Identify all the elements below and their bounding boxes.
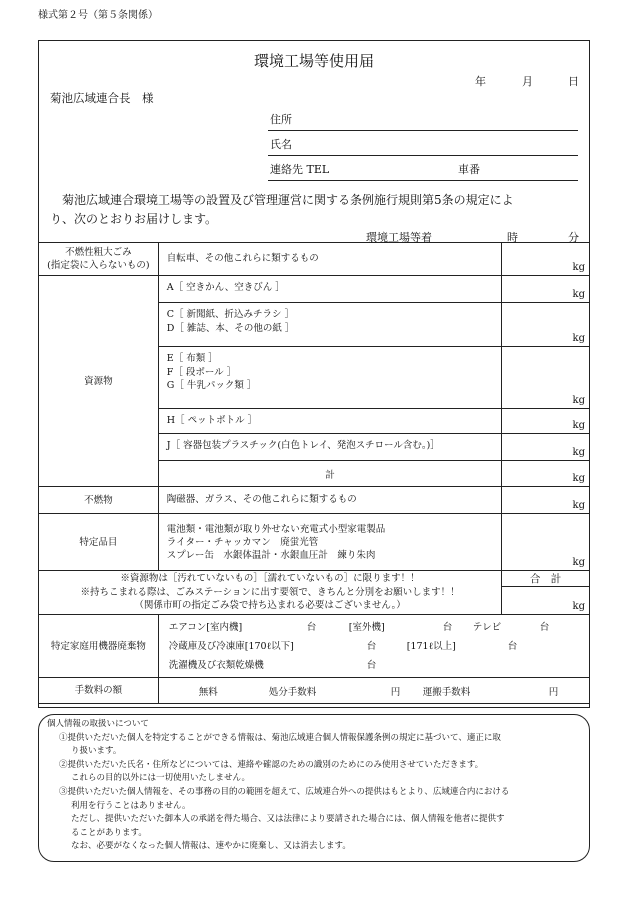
name-label: 氏名 bbox=[270, 138, 292, 151]
arrival-minute: 分 bbox=[568, 231, 579, 244]
table-row bbox=[39, 571, 590, 587]
weight-cell[interactable]: kg bbox=[502, 303, 590, 347]
date-month: 月 bbox=[522, 75, 533, 88]
address-label: 住所 bbox=[270, 113, 292, 126]
waste-table bbox=[38, 242, 590, 704]
tel-label: 連絡先 TEL bbox=[270, 163, 330, 176]
form-title: 環境工場等使用届 bbox=[253, 52, 374, 70]
car-number-label: 車番 bbox=[458, 163, 480, 176]
fee-label: 手数料の額 bbox=[39, 678, 159, 704]
intro-line-2: り、次のとおりお届けします。 bbox=[50, 212, 218, 226]
nonburnable-item: 陶磁器、ガラス、その他これらに類するもの bbox=[158, 487, 501, 514]
weight-cell[interactable]: kg bbox=[502, 434, 590, 461]
intro-line-1: 菊池広域連合環境工場等の設置及び管理運営に関する条例施行規則第5条の規定によ bbox=[62, 193, 514, 207]
special-items: 電池類・電池類が取り外せない充電式小型家電製品 ライター・チャッカマン 廃蛍光管 スプレー缶 水銀体温計・水銀血圧計 練り朱肉 bbox=[158, 514, 501, 571]
resource-subtotal-label: 計 bbox=[158, 461, 501, 487]
weight-cell[interactable]: kg bbox=[502, 514, 590, 571]
fee-items: 無料 処分手数料 円 運搬手数料 円 bbox=[158, 678, 589, 704]
total-weight-cell[interactable]: kg bbox=[502, 587, 590, 615]
table-row bbox=[39, 615, 590, 678]
contact-field[interactable] bbox=[268, 160, 578, 181]
notes: ※資源物は［汚れていないもの］［濡れていないもの］に限ります！！ ※持ちこまれる際は、ごみステーションに出す要領で、きちんと分別をお願いします！！ （関係市町の指定ごみ袋で持ち込まれる必要はございません。） bbox=[39, 571, 502, 615]
date-day: 日 bbox=[568, 75, 579, 88]
date-year: 年 bbox=[475, 75, 486, 88]
resource-cd: C［ 新聞紙、折込みチラシ ］ D［ 雑誌、本、その他の紙 ］ bbox=[158, 303, 501, 347]
arrival-label: 環境工場等着 bbox=[366, 231, 432, 244]
resource-efg: E［ 布類 ］ F［ 段ボール ］ G［ 牛乳パック類 ］ bbox=[158, 347, 501, 409]
weight-cell[interactable]: kg bbox=[502, 347, 590, 409]
arrival-hour: 時 bbox=[507, 231, 518, 244]
address-field[interactable] bbox=[268, 110, 578, 131]
total-label: 合 計 bbox=[502, 571, 590, 587]
appliance-label: 特定家庭用機器廃棄物 bbox=[39, 615, 159, 678]
weight-cell[interactable]: kg bbox=[502, 276, 590, 303]
special-items-label: 特定品目 bbox=[39, 514, 159, 571]
addressee: 菊池広域連合長 様 bbox=[50, 91, 154, 105]
weight-cell[interactable]: kg bbox=[502, 487, 590, 514]
resource-a: A［ 空きかん、空きびん ］ bbox=[158, 276, 501, 303]
resource-j: J［ 容器包装プラスチック(白色トレイ、発泡スチロール含む。)］ bbox=[158, 434, 501, 461]
intro-text bbox=[50, 191, 580, 229]
table-row bbox=[39, 514, 590, 571]
table-row bbox=[39, 678, 590, 704]
weight-cell[interactable]: kg bbox=[502, 243, 590, 276]
nonburnable-label: 不燃物 bbox=[39, 487, 159, 514]
form-number: 様式第２号（第５条関係） bbox=[38, 10, 158, 21]
table-row bbox=[39, 487, 590, 514]
name-field[interactable] bbox=[268, 135, 578, 156]
resource-h: H［ ペットボトル ］ bbox=[158, 409, 501, 434]
privacy-notice: 個人情報の取扱いについて ①提供いただいた個人を特定することができる情報は、菊池広域連合個人情報保護条例の規定に基づいて、適正に取 り扱います。 ②提供いただいた氏名・住所などについては、連絡や確認のための識別のためにのみ使用させていただきます。 これらの目的以外には一切使用いたしません。 ③提供いただいた個人情報を、その事務の目的の範囲を超えて、広域連合外への提供はもとより、広域連合内における 利用を行うことはありません。 ただし、提供いただいた御本人の承諾を得た場合、又は法律により要請された場合には、個人情報を他者に提供す ることがあります。 なお、必要がなくなった個人情報は、速やかに廃棄し、又は消去します。 bbox=[38, 714, 590, 862]
table-row bbox=[39, 243, 590, 276]
privacy-heading: 個人情報の取扱いについて bbox=[47, 719, 149, 729]
nonburnable-bulky-label: 不燃性粗大ごみ (指定袋に入らないもの) bbox=[39, 243, 159, 276]
resources-label: 資源物 bbox=[39, 276, 159, 487]
appliance-items: エアコン[室内機] 台 [室外機] 台 テレビ 台 冷蔵庫及び冷凍庫[170ℓ以下] 台 [171ℓ以上] 台 洗濯機及び衣類乾燥機 台 bbox=[158, 615, 589, 678]
weight-cell[interactable]: kg bbox=[502, 409, 590, 434]
weight-cell[interactable]: kg bbox=[502, 461, 590, 487]
nonburnable-bulky-item: 自転車、その他これらに類するもの bbox=[158, 243, 501, 276]
table-row bbox=[39, 276, 590, 303]
